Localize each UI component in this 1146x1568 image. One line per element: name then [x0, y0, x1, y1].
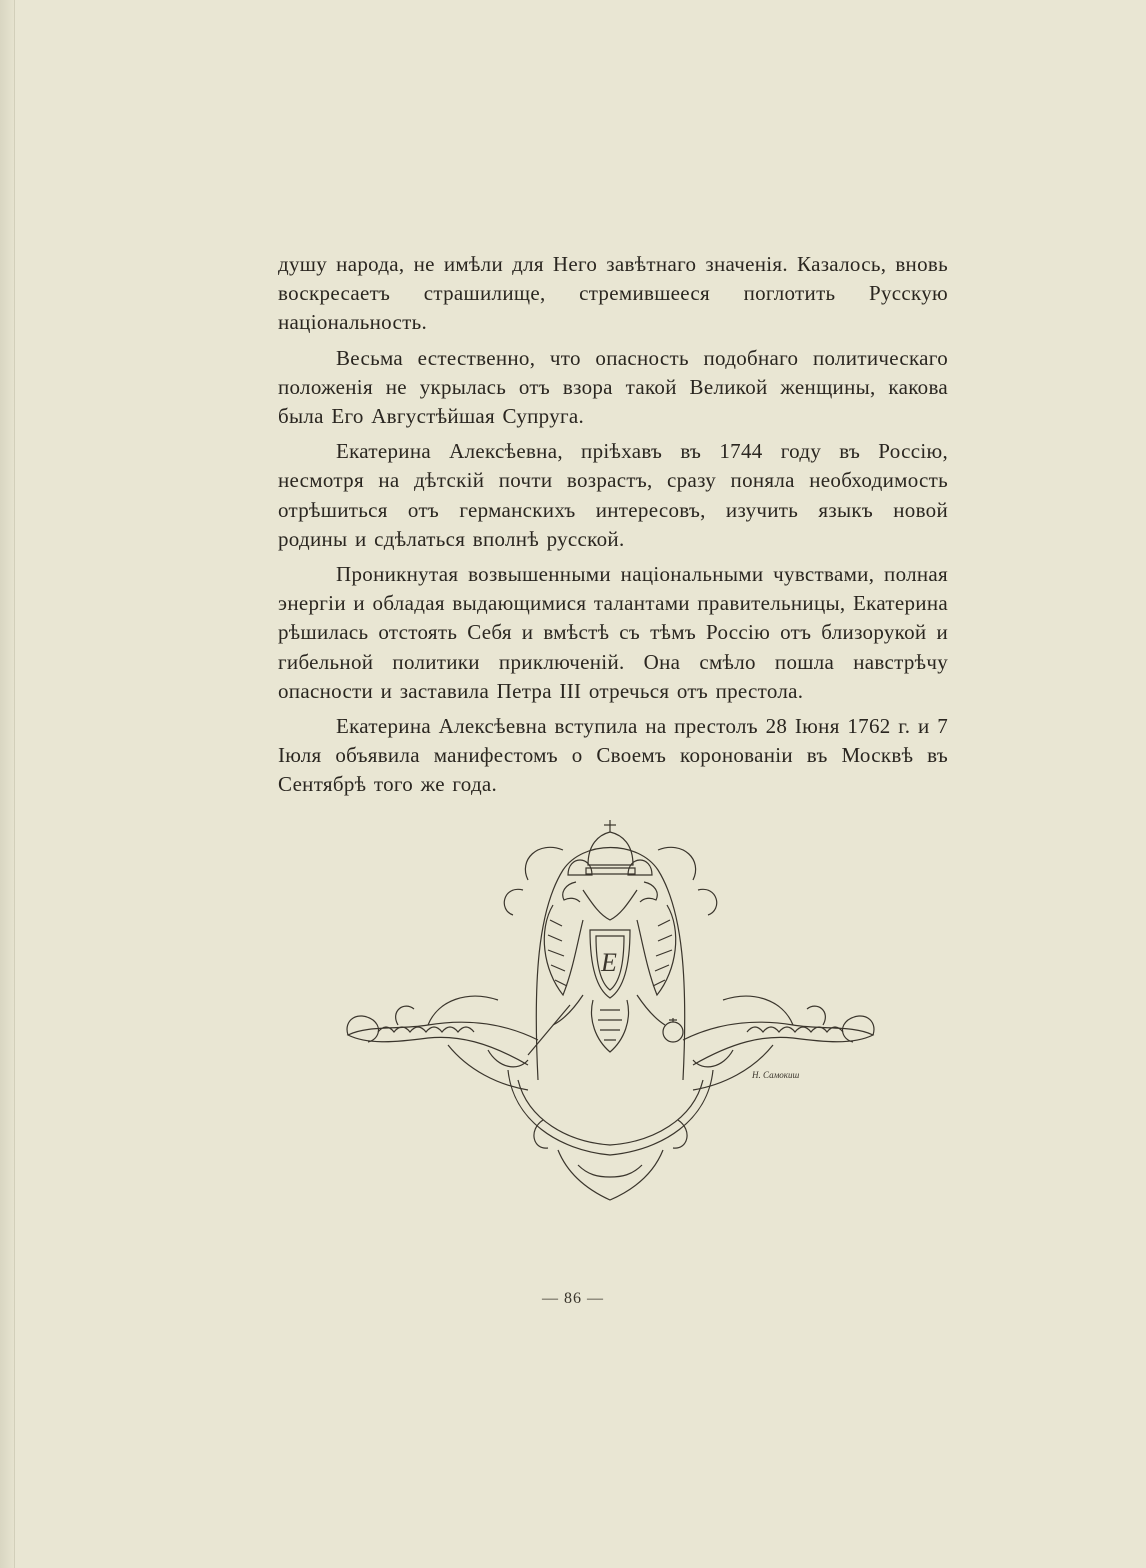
page-edge: [0, 0, 15, 1568]
double-headed-eagle-crest-icon: [338, 820, 883, 1205]
artist-signature: Н. Самокиш: [752, 1070, 800, 1080]
paragraph-1: душу народа, не имѣли для Него завѣтнаго значенія. Казалось, вновь воскресаетъ страшилище, стремившееся поглотить Русскую національность.: [278, 252, 948, 335]
page-number: — 86 —: [542, 1290, 604, 1307]
text-body: [278, 250, 948, 806]
emblem-monogram: Е: [601, 948, 617, 977]
paragraph-4: Проникнутая возвышенными національными чувствами, полная энергіи и обладая выдающимися талантами правительницы, Екатерина рѣшилась отстоять Себя и вмѣстѣ съ тѣмъ Россію отъ близорукой и гибельной политики приключеній. Она смѣло пошла навстрѣчу опасности и заставила Петра III отречься отъ престола.: [278, 562, 948, 703]
paragraph-5: Екатерина Алексѣевна вступила на престолъ 28 Іюня 1762 г. и 7 Іюля объявила манифестомъ о Своемъ коронованіи въ Москвѣ въ Сентябрѣ того же года.: [278, 714, 948, 797]
paragraph-2: Весьма естественно, что опасность подобнаго политическаго положенія не укрылась отъ взора такой Великой женщины, какова была Его Августѣйшая Супруга.: [278, 345, 948, 429]
paragraph-3: Екатерина Алексѣевна, пріѣхавъ въ 1744 году въ Россію, несмотря на дѣтскій почти возрастъ, сразу поняла необходимость отрѣшиться отъ германскихъ интересовъ, изучить языкъ новой родины и сдѣлаться вполнѣ русской.: [278, 439, 948, 551]
